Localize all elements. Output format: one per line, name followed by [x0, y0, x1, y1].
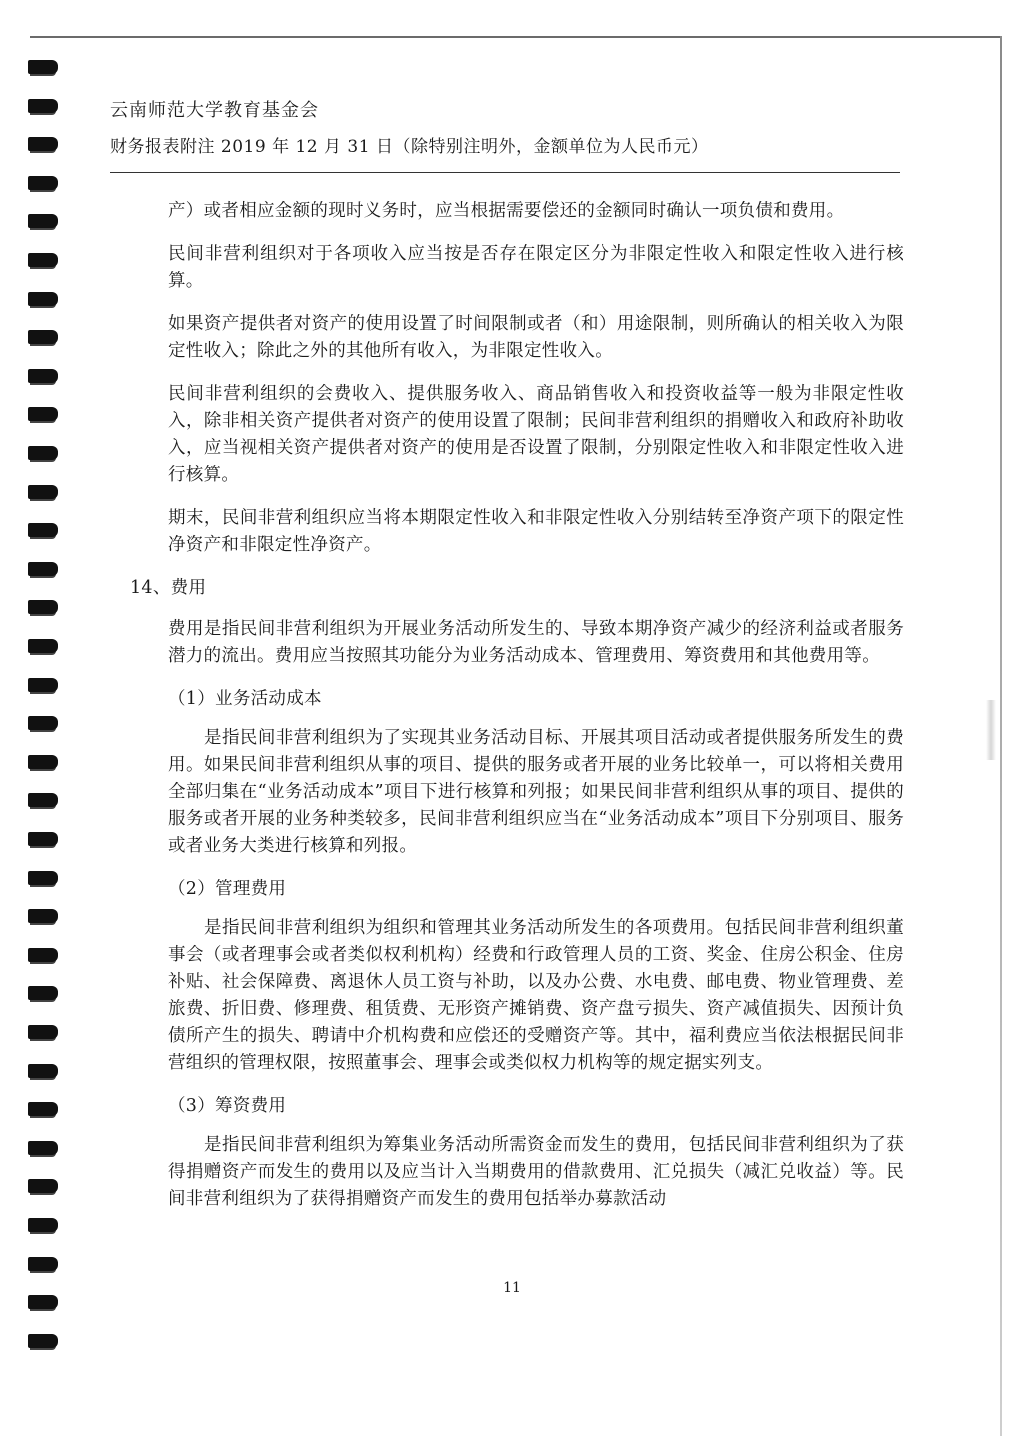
binding-hole: [28, 214, 58, 228]
binding-hole: [28, 1295, 58, 1309]
binding-hole: [28, 1025, 58, 1039]
binding-hole: [28, 871, 58, 885]
header-divider: [110, 172, 900, 173]
binding-hole: [28, 1064, 58, 1078]
binding-hole: [28, 678, 58, 692]
binding-hole: [28, 1179, 58, 1193]
binding-hole: [28, 1218, 58, 1232]
scan-right-edge: [1000, 36, 1002, 1436]
binding-hole: [28, 755, 58, 769]
binding-hole: [28, 1102, 58, 1116]
paragraph: 是指民间非营利组织为了实现其业务活动目标、开展其项目活动或者提供服务所发生的费用。如果民间非营利组织从事的项目、提供的服务或者开展的业务比较单一，可以将相关费用全部归集在“业务活动成本”项目下进行核算和列报；如果民间非营利组织从事的项目、提供的服务或者开展的业务种类较多，民间非营利组织应当在“业务活动成本”项目下分别项目、服务或者业务大类进行核算和列报。: [168, 728, 904, 856]
paragraph: 如果资产提供者对资产的使用设置了时间限制或者（和）用途限制，则所确认的相关收入为限定性收入；除此之外的其他所有收入，为非限定性收入。: [168, 314, 904, 361]
binding-hole: [28, 1257, 58, 1271]
binding-hole: [28, 137, 58, 151]
organization-name: 云南师范大学教育基金会: [110, 100, 319, 121]
binding-hole: [28, 1141, 58, 1155]
binding-hole: [28, 253, 58, 267]
subsection-heading: （3）筹资费用: [168, 1096, 287, 1116]
binding-hole: [28, 832, 58, 846]
binding-hole: [28, 986, 58, 1000]
binding-hole: [28, 793, 58, 807]
binding-hole: [28, 948, 58, 962]
document-body: [130, 198, 904, 1229]
scan-smudge: [986, 700, 996, 760]
paragraph: 期末，民间非营利组织应当将本期限定性收入和非限定性收入分别结转至净资产项下的限定性净资产和非限定性净资产。: [168, 508, 904, 555]
binding-hole: [28, 523, 58, 537]
paragraph: 民间非营利组织的会费收入、提供服务收入、商品销售收入和投资收益等一般为非限定性收入，除非相关资产提供者对资产的使用设置了限制；民间非营利组织的捐赠收入和政府补助收入，应当视相关资产提供者对资产的使用是否设置了限制，分别限定性收入和非限定性收入进行核算。: [168, 384, 904, 485]
page-header: [110, 96, 910, 157]
binding-hole: [28, 485, 58, 499]
paragraph: 是指民间非营利组织为组织和管理其业务活动所发生的各项费用。包括民间非营利组织董事会（或者理事会或者类似权利机构）经费和行政管理人员的工资、奖金、住房公积金、住房补贴、社会保障费、离退休人员工资与补助，以及办公费、水电费、邮电费、物业管理费、差旅费、折旧费、修理费、租赁费、无形资产摊销费、资产盘亏损失、资产减值损失、因预计负债所产生的损失、聘请中介机构费和应偿还的受赠资产等。其中，福利费应当依法根据民间非营组织的管理权限，按照董事会、理事会或类似权力机构等的规定据实列支。: [168, 918, 904, 1073]
binding-hole: [28, 639, 58, 653]
binding-hole: [28, 99, 58, 113]
subsection-heading: （1）业务活动成本: [168, 689, 322, 709]
binding-hole: [28, 562, 58, 576]
binding-hole: [28, 292, 58, 306]
binding-hole: [28, 407, 58, 421]
binding-hole: [28, 716, 58, 730]
scan-top-edge: [30, 36, 1000, 38]
binding-hole: [28, 60, 58, 74]
paragraph: 产）或者相应金额的现时义务时，应当根据需要偿还的金额同时确认一项负债和费用。: [168, 201, 845, 221]
binding-hole: [28, 446, 58, 460]
paragraph: 是指民间非营利组织为筹集业务活动所需资金而发生的费用，包括民间非营利组织为了获得捐赠资产而发生的费用以及应当计入当期费用的借款费用、汇兑损失（减汇兑收益）等。民间非营利组织为了获得捐赠资产而发生的费用包括举办募款活动: [168, 1135, 904, 1209]
spiral-binding: [28, 60, 62, 1390]
page-number: 11: [503, 1280, 521, 1296]
binding-hole: [28, 176, 58, 190]
subsection-heading: （2）管理费用: [168, 879, 287, 899]
binding-hole: [28, 909, 58, 923]
binding-hole: [28, 1334, 58, 1348]
section-heading: 14、费用: [130, 578, 207, 598]
binding-hole: [28, 369, 58, 383]
paragraph: 费用是指民间非营利组织为开展业务活动所发生的、导致本期净资产减少的经济利益或者服务潜力的流出。费用应当按照其功能分为业务活动成本、管理费用、筹资费用和其他费用等。: [168, 619, 904, 666]
paragraph: 民间非营利组织对于各项收入应当按是否存在限定区分为非限定性收入和限定性收入进行核算。: [168, 244, 904, 291]
binding-hole: [28, 600, 58, 614]
binding-hole: [28, 330, 58, 344]
report-note: 财务报表附注 2019 年 12 月 31 日（除特别注明外，金额单位为人民币元）: [110, 137, 709, 157]
